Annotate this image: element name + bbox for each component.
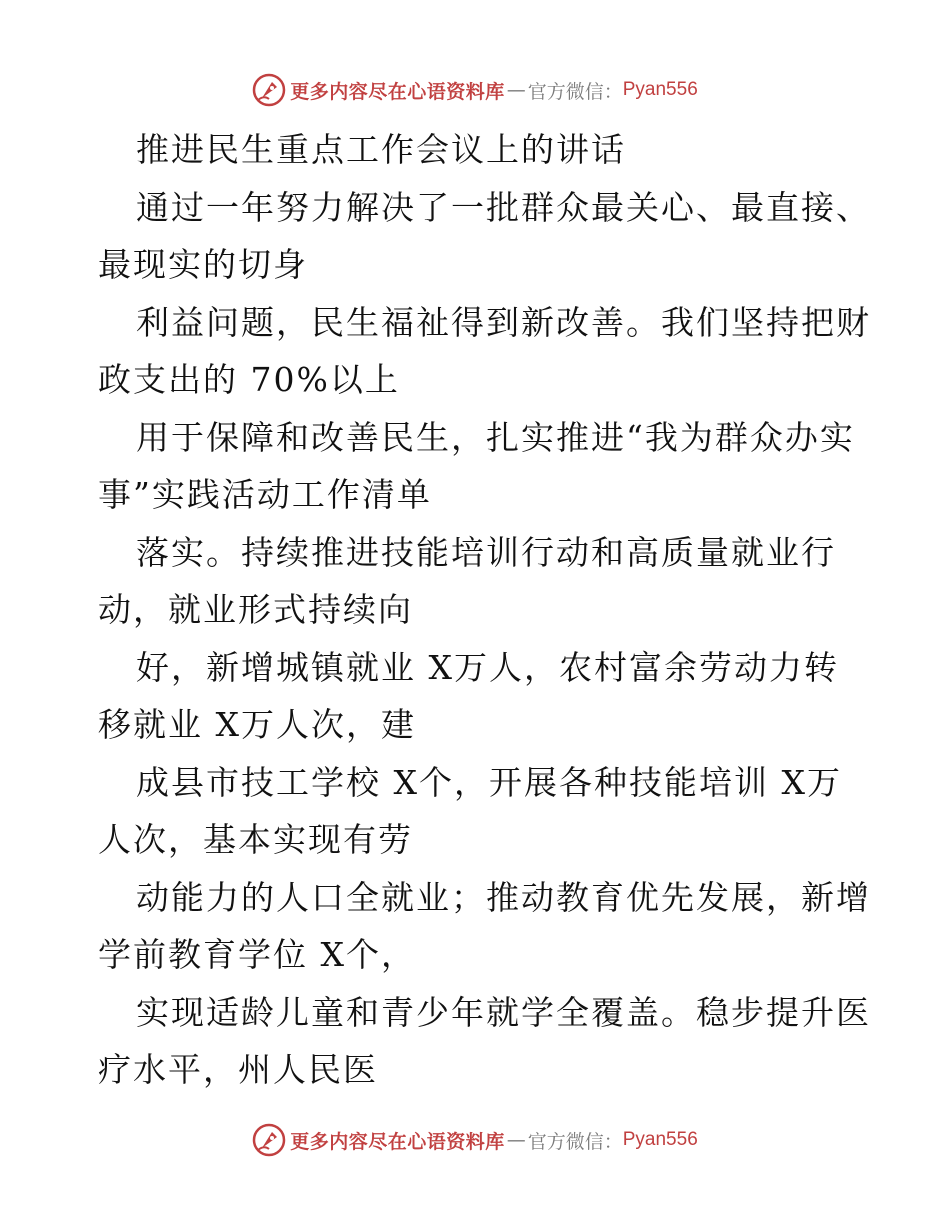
text-line: 利益问题，民生福祉得到新改善。我们坚持把财 [136,302,871,342]
text-line: 落实。持续推进技能培训行动和高质量就业行 [136,532,836,572]
document-body [98,121,871,1099]
text-line: 学前教育学位 X个， [98,935,416,974]
pen-nib-logo-icon [252,73,286,107]
text-line: 动，就业形式持续向 [98,590,413,629]
watermark-dash: — [506,1129,526,1151]
text-line: 事”实践活动工作清单 [98,475,432,514]
watermark-dash: — [506,79,526,101]
text-line: 动能力的人口全就业；推动教育优先发展，新增 [136,877,871,917]
text-line: 疗水平，州人民医 [98,1050,378,1089]
text-line: 最现实的切身 [98,245,308,284]
text-line: 实现适龄儿童和青少年就学全覆盖。稳步提升医 [136,992,871,1032]
footer-watermark [0,1120,950,1160]
text-line: 用于保障和改善民生，扎实推进“我为群众办实 [136,417,855,457]
text-line: 成县市技工学校 X个，开展各种技能培训 X万 [136,762,842,802]
watermark-wechat-label: 官方微信： [527,80,623,103]
watermark-wechat-id: Pyan556 [622,1129,698,1150]
text-line: 人次，基本实现有劳 [98,820,413,859]
text-line: 好，新增城镇就业 X万人，农村富余劳动力转 [136,647,839,687]
watermark-wechat-label: 官方微信： [527,1130,623,1153]
pen-nib-logo-icon [252,1123,286,1157]
watermark-wechat-id: Pyan556 [622,79,698,100]
text-line: 移就业 X万人次，建 [98,705,416,744]
text-line: 政支出的 70%以上 [98,360,400,399]
header-watermark [0,70,950,110]
watermark-site-text: 更多内容尽在心语资料库 [290,1130,505,1153]
watermark-site-text: 更多内容尽在心语资料库 [290,80,505,103]
text-line: 通过一年努力解决了一批群众最关心、最直接、 [136,187,871,227]
text-line: 推进民生重点工作会议上的讲话 [136,130,626,169]
